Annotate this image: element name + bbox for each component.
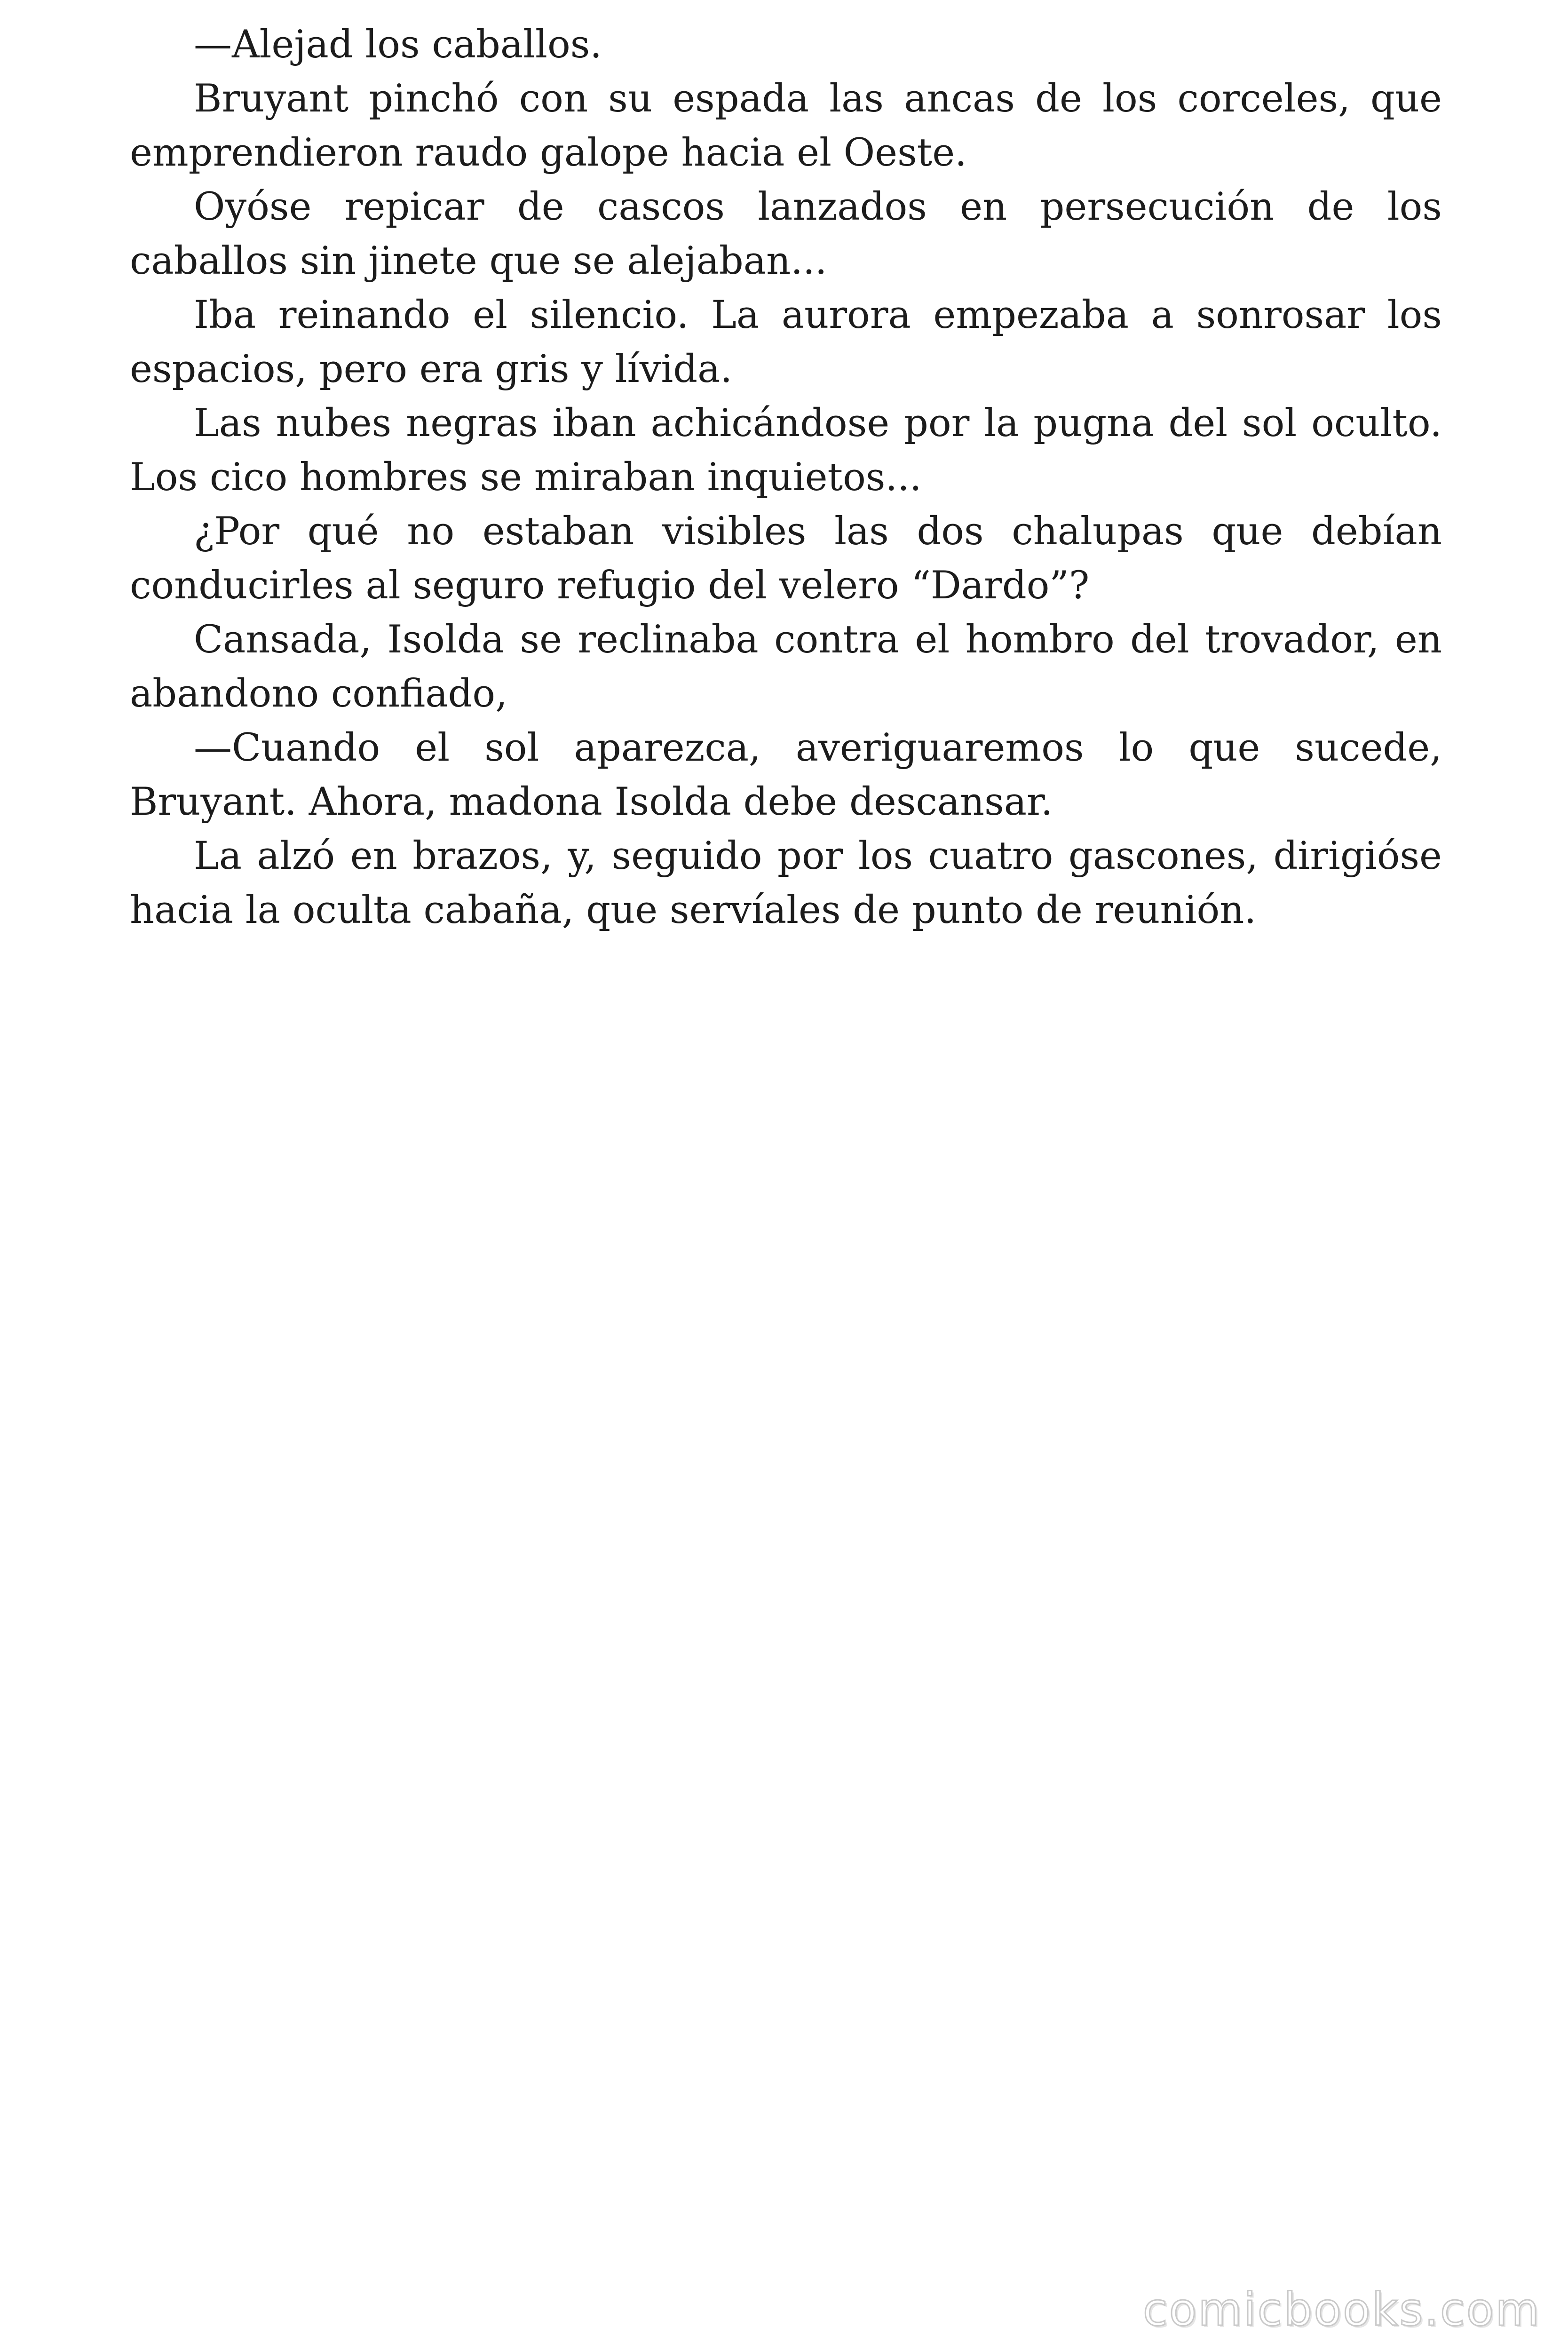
paragraph: Las nubes negras iban achicándose por la pugna del sol oculto. Los cico hombres se miraban inquietos... — [130, 401, 1442, 500]
watermark: comicbooks.com — [1142, 2283, 1541, 2336]
paragraph: —Cuando el sol aparezca, averiguaremos lo que sucede, Bruyant. Ahora, madona Isolda debe descansar. — [130, 726, 1442, 824]
paragraph: Oyóse repicar de cascos lanzados en persecución de los caballos sin jinete que se alejaban... — [130, 185, 1442, 283]
paragraph: Cansada, Isolda se reclinaba contra el hombro del trovador, en abandono confiado, — [130, 618, 1442, 716]
paragraph: —Alejad los caballos. — [194, 23, 602, 67]
paragraph: Bruyant pinchó con su espada las ancas de los corceles, que emprendieron raudo galope hacia el Oeste. — [130, 77, 1442, 175]
body-text — [130, 18, 1442, 938]
paragraph: ¿Por qué no estaban visibles las dos chalupas que debían conducirles al seguro refugio del velero “Dardo”? — [130, 509, 1442, 608]
paragraph: Iba reinando el silencio. La aurora empezaba a sonrosar los espacios, pero era gris y lívida. — [130, 293, 1442, 391]
paragraph: La alzó en brazos, y, seguido por los cuatro gascones, dirigióse hacia la oculta cabaña, que servíales de punto de reunión. — [130, 834, 1442, 932]
